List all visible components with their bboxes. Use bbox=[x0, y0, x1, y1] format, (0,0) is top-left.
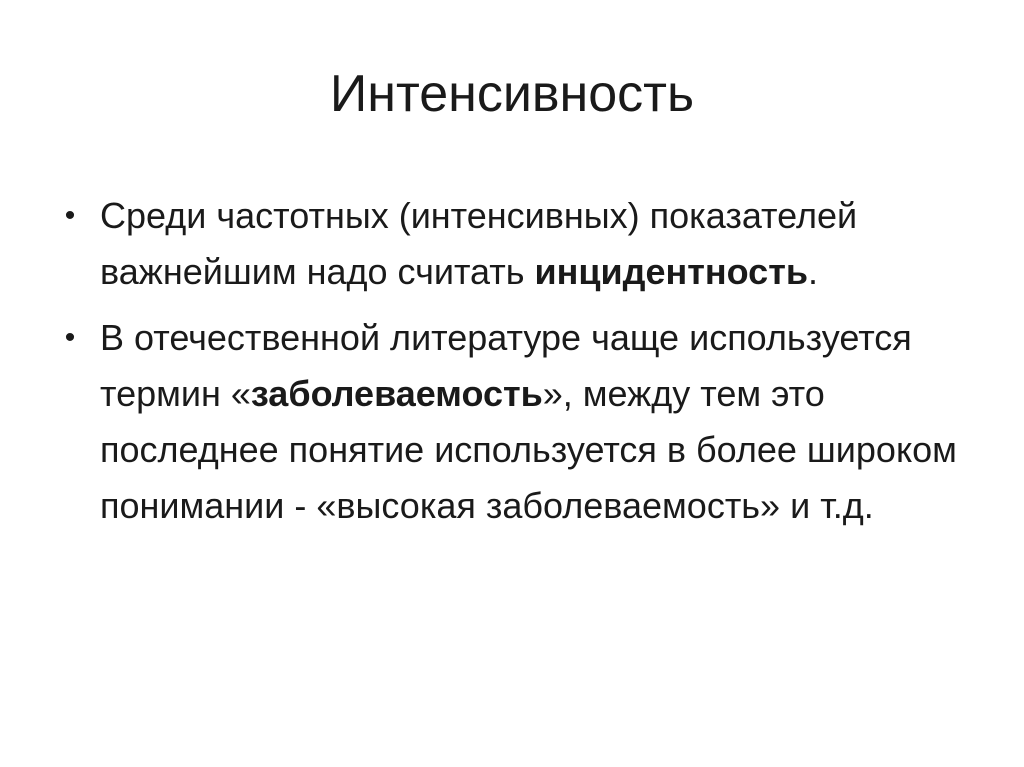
bullet-item bbox=[58, 188, 978, 300]
bullet-text bbox=[100, 195, 857, 292]
bullet-list bbox=[58, 188, 978, 544]
bullet-dot-icon: • bbox=[64, 321, 76, 354]
bullet-text-plain: . bbox=[807, 251, 818, 292]
bullet-text-bold: инцидентность bbox=[534, 251, 808, 292]
bullet-text-plain: Среди частотных (интенсивных) показателей важнейшим надо считать bbox=[100, 195, 858, 292]
bullet-dot-icon: • bbox=[64, 199, 76, 232]
slide-title: Интенсивность bbox=[329, 65, 695, 123]
bullet-item bbox=[58, 310, 978, 534]
bullet-text bbox=[100, 317, 957, 526]
bullet-text-bold: заболеваемость bbox=[250, 373, 543, 414]
bullet-text-plain: », между тем это последнее понятие используется в более широком понимании - «высокая заболеваемость» и т.д. bbox=[100, 373, 957, 526]
bullet-text-plain: В отечественной литературе чаще используется термин « bbox=[100, 317, 912, 414]
